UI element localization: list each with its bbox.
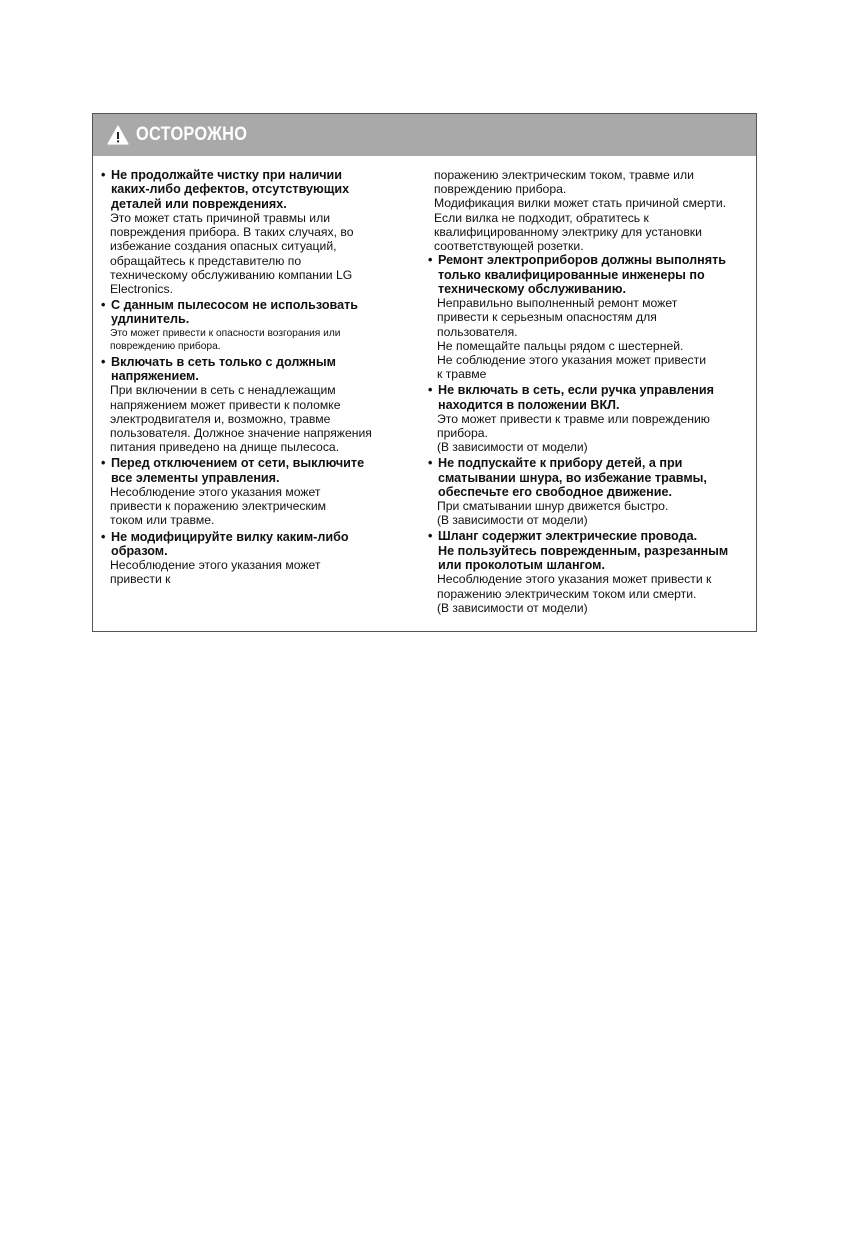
item-title: Ремонт электроприборов должны выполнять только квалифицированные инженеры по техническому обслуживанию. <box>438 253 727 296</box>
model-note: (В зависимости от модели) <box>437 513 588 528</box>
model-note: (В зависимости от модели) <box>437 600 588 615</box>
item-text: Несоблюдение этого указания может привести к поражению электрическим током или травме. <box>110 484 327 528</box>
bullet: • <box>428 383 433 398</box>
bullet: • <box>101 529 106 544</box>
continuation-text: поражению электрическим током, травме или повреждению прибора. Модификация вилки может стать причиной смерти. Если вилка не подходит, обратитесь к квалифицированному электрику для установки соответствующей розетки. <box>434 168 727 254</box>
item-text: При сматывании шнур движется быстро. <box>437 499 669 514</box>
caution-item <box>101 355 401 455</box>
left-column <box>101 168 401 589</box>
item-title: Перед отключением от сети, выключите все элементы управления. <box>111 456 365 485</box>
item-text: Неправильно выполненный ремонт может привести к серьезным опасностям для пользователя. Не помещайте пальцы рядом с шестерней. Не соблюдение этого указания может привести к травме <box>437 296 707 382</box>
item-text: Это может привести к опасности возгорания или повреждению прибора. <box>110 327 341 352</box>
caution-item <box>428 253 753 381</box>
item-subtitle-text: Не пользуйтесь поврежденным, разрезанным или проколотым шлангом. <box>438 543 729 573</box>
bullet: • <box>428 253 433 268</box>
bullet: • <box>101 354 106 369</box>
bullet: • <box>428 529 433 544</box>
caution-box <box>92 113 757 632</box>
item-text: Несоблюдение этого указания может привести к поражению электрическим током или смерти. <box>437 572 712 601</box>
item-title: Не модифицируйте вилку каким-либо образом. <box>111 529 349 558</box>
right-column <box>428 168 753 617</box>
caution-item <box>428 383 753 454</box>
item-title: Не включать в сеть, если ручка управления находится в положении ВКЛ. <box>438 383 714 412</box>
caution-item <box>428 529 753 614</box>
item-title: Шланг содержит электрические провода. <box>438 529 698 544</box>
caution-item <box>101 456 401 527</box>
item-title: Не подпускайте к прибору детей, а при сматывании шнура, во избежание травмы, обеспечьте его свободное движение. <box>438 456 707 499</box>
item-text: Это может стать причиной травмы или повреждения прибора. В таких случаях, во избежание создания опасных ситуаций, обращайтесь к представителю по техническому обслуживанию компании LG Electronics. <box>110 210 354 296</box>
bullet: • <box>428 456 433 471</box>
caution-item <box>101 530 401 587</box>
item-text: Это может привести к травме или повреждению прибора. <box>437 411 710 441</box>
caution-item <box>101 298 401 353</box>
model-note: (В зависимости от модели) <box>437 440 588 455</box>
caution-header <box>93 114 756 156</box>
bullet: • <box>101 298 106 313</box>
item-title: Не продолжайте чистку при наличии каких-либо дефектов, отсутствующих деталей или повреждениях. <box>111 168 350 211</box>
item-title: Включать в сеть только с должным напряжением. <box>111 354 336 383</box>
item-title: С данным пылесосом не использовать удлинитель. <box>111 298 358 327</box>
caution-item <box>428 456 753 527</box>
item-text: При включении в сеть с ненадлежащим напряжением может привести к поломке электродвигателя и, возможно, травме пользователя. Должное значение напряжения питания приведено на днище пылесоса. <box>110 383 372 455</box>
bullet: • <box>101 456 106 471</box>
caution-item <box>101 168 401 296</box>
item-text: Несоблюдение этого указания может привести к <box>110 558 321 587</box>
warning-triangle-icon <box>107 125 129 145</box>
bullet: • <box>101 168 106 182</box>
caution-title: ОСТОРОЖНО <box>136 124 248 145</box>
item-subtitle <box>428 544 753 573</box>
